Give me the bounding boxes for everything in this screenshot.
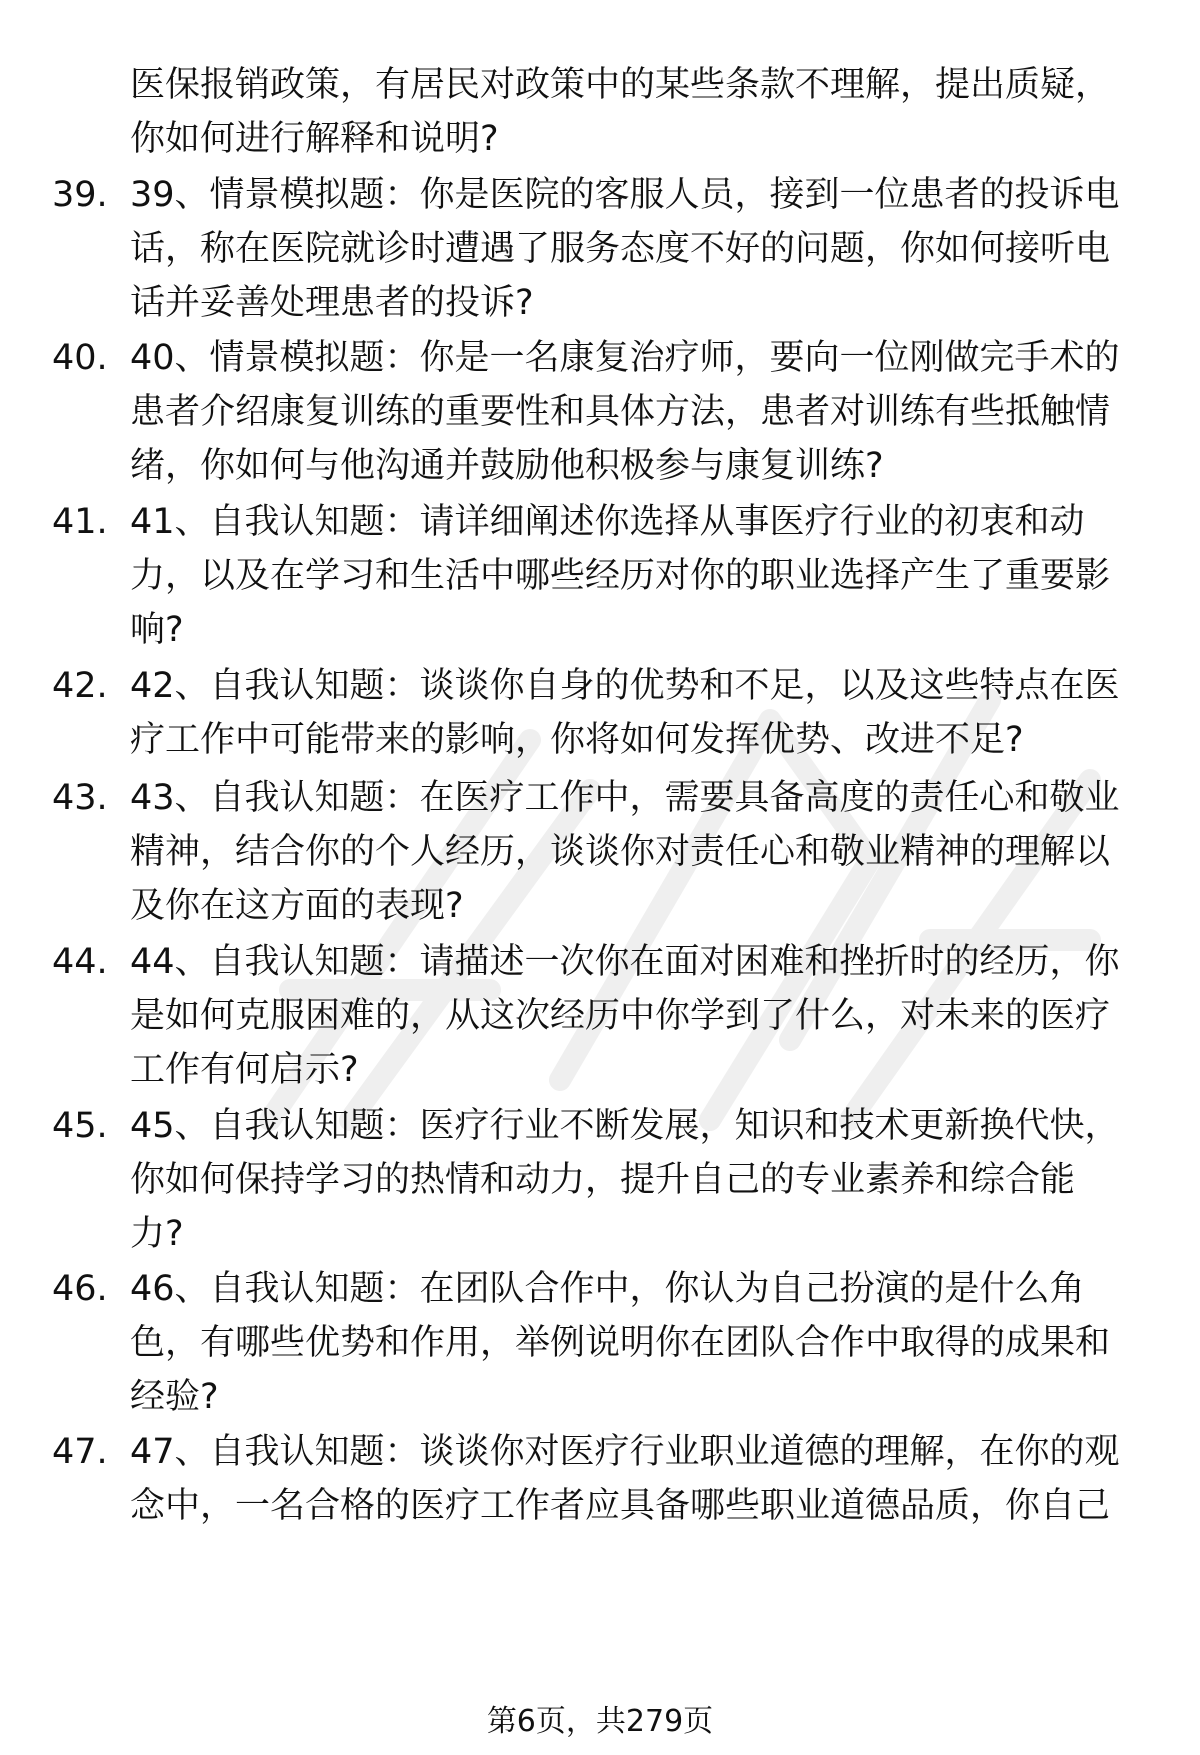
item-number: 40. — [52, 338, 108, 378]
item-line: 响? — [130, 610, 184, 650]
item-number: 46. — [52, 1269, 108, 1309]
item-line: 43、自我认知题：在医疗工作中，需要具备高度的责任心和敬业 — [130, 778, 1120, 818]
item-line: 力，以及在学习和生活中哪些经历对你的职业选择产生了重要影 — [130, 556, 1111, 596]
item-text — [130, 331, 1150, 493]
item-number: 45. — [52, 1106, 108, 1146]
item-text — [130, 659, 1150, 767]
continuation-line: 医保报销政策，有居民对政策中的某些条款不理解，提出质疑， — [130, 65, 1111, 105]
item-line: 42、自我认知题：谈谈你自身的优势和不足，以及这些特点在医 — [130, 666, 1120, 706]
item-line: 45、自我认知题：医疗行业不断发展，知识和技术更新换代快， — [130, 1106, 1120, 1146]
item-line: 念中，一名合格的医疗工作者应具备哪些职业道德品质，你自己 — [130, 1486, 1111, 1526]
item-line: 疗工作中可能带来的影响，你将如何发挥优势、改进不足? — [130, 720, 1024, 760]
item-line: 46、自我认知题：在团队合作中，你认为自己扮演的是什么角 — [130, 1269, 1085, 1309]
item-line: 精神，结合你的个人经历，谈谈你对责任心和敬业精神的理解以 — [130, 832, 1111, 872]
item-text — [130, 1099, 1150, 1261]
item-line: 44、自我认知题：请描述一次你在面对困难和挫折时的经历，你 — [130, 942, 1120, 982]
item-line: 患者介绍康复训练的重要性和具体方法，患者对训练有些抵触情 — [130, 392, 1111, 432]
continuation-line: 你如何进行解释和说明? — [130, 119, 499, 159]
item-number: 39. — [52, 175, 108, 215]
item-line: 话并妥善处理患者的投诉? — [130, 283, 534, 323]
item-text — [130, 771, 1150, 933]
item-line: 力? — [130, 1214, 184, 1254]
item-text — [130, 495, 1150, 657]
item-line: 话，称在医院就诊时遭遇了服务态度不好的问题，你如何接听电 — [130, 229, 1111, 269]
item-line: 色，有哪些优势和作用，举例说明你在团队合作中取得的成果和 — [130, 1323, 1111, 1363]
item-line: 是如何克服困难的，从这次经历中你学到了什么，对未来的医疗 — [130, 996, 1111, 1036]
page-number: 第6页，共279页 — [486, 1704, 714, 1739]
item-line: 你如何保持学习的热情和动力，提升自己的专业素养和综合能 — [130, 1160, 1076, 1200]
item-line: 39、情景模拟题：你是医院的客服人员，接到一位患者的投诉电 — [130, 175, 1120, 215]
item-text — [130, 1425, 1150, 1533]
item-text — [130, 935, 1150, 1097]
item-text — [130, 168, 1150, 330]
continuation-text — [130, 58, 1150, 166]
item-number: 43. — [52, 778, 108, 818]
item-line: 绪，你如何与他沟通并鼓励他积极参与康复训练? — [130, 446, 884, 486]
item-line: 40、情景模拟题：你是一名康复治疗师，要向一位刚做完手术的 — [130, 338, 1120, 378]
item-line: 工作有何启示? — [130, 1050, 359, 1090]
item-number: 41. — [52, 502, 108, 542]
item-number: 42. — [52, 666, 108, 706]
item-line: 及你在这方面的表现? — [130, 886, 464, 926]
item-number: 47. — [52, 1432, 108, 1472]
item-line: 经验? — [130, 1377, 219, 1417]
item-text — [130, 1262, 1150, 1424]
item-line: 41、自我认知题：请详细阐述你选择从事医疗行业的初衷和动 — [130, 502, 1085, 542]
item-line: 47、自我认知题：谈谈你对医疗行业职业道德的理解，在你的观 — [130, 1432, 1120, 1472]
item-number: 44. — [52, 942, 108, 982]
